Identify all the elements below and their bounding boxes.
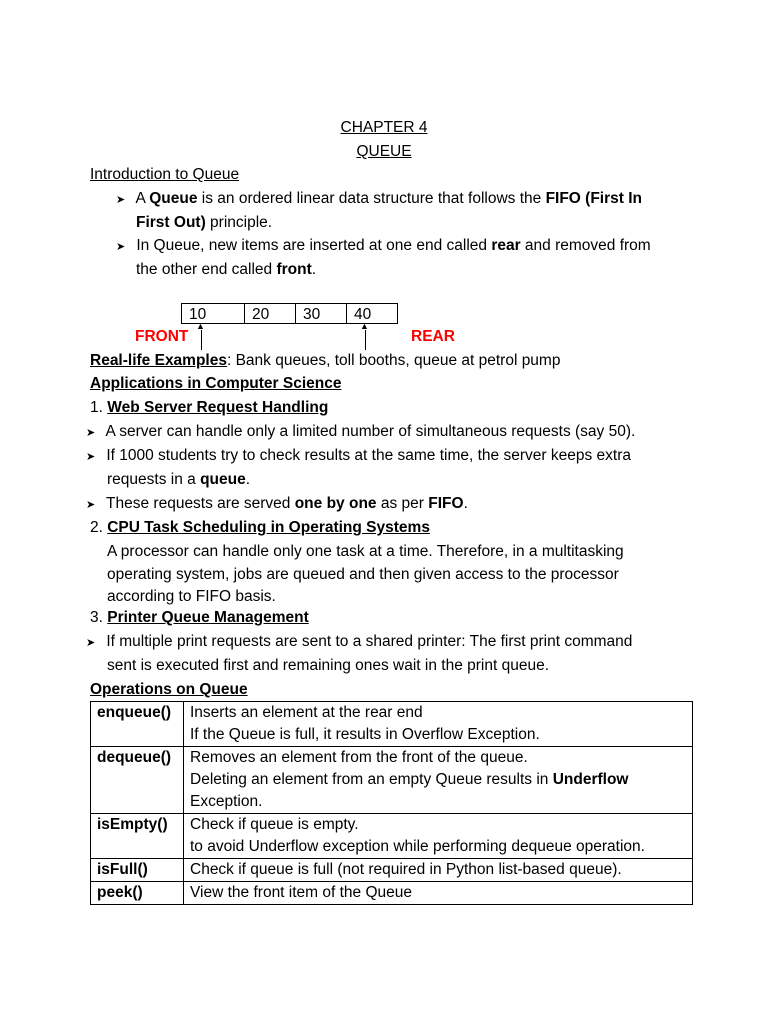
intro-bullet-1: ➤ A Queue is an ordered linear data structure that follows the FIFO (First In xyxy=(116,188,642,211)
arrow-bullet-icon: ➤ xyxy=(86,451,96,463)
intro-bullet-1-cont: First Out) principle. xyxy=(136,214,273,231)
table-row xyxy=(91,859,693,882)
app-2-line-2: operating system, jobs are queued and then given access to the processor xyxy=(107,566,619,583)
rear-pointer-line xyxy=(365,330,366,350)
queue-cell: 10 xyxy=(181,303,245,324)
table-row xyxy=(91,747,693,814)
rear-label: REAR xyxy=(411,328,455,345)
app-1-bullet-2: ➤ If 1000 students try to check results at the same time, the server keeps extra xyxy=(86,445,631,468)
page-title: QUEUE xyxy=(356,143,412,160)
rear-pointer-arrow-icon: ▲ xyxy=(360,321,369,331)
operation-name: isFull() xyxy=(91,859,184,882)
table-row xyxy=(91,814,693,859)
app-3-line-1: ➤ If multiple print requests are sent to a shared printer: The first print command xyxy=(86,631,632,654)
operation-description: Inserts an element at the rear end If the Queue is full, it results in Overflow Exception. xyxy=(184,702,693,747)
operations-table xyxy=(90,701,693,905)
intro-heading: Introduction to Queue xyxy=(90,166,240,183)
app-2-line-3: according to FIFO basis. xyxy=(107,588,276,605)
arrow-bullet-icon: ➤ xyxy=(86,499,96,511)
operation-description: Removes an element from the front of the queue. Deleting an element from an empty Queue results in Underflow Exception. xyxy=(184,747,693,814)
app-3-line-2: sent is executed first and remaining ones wait in the print queue. xyxy=(107,657,550,674)
real-life-examples: Real-life Examples: Bank queues, toll booths, queue at petrol pump xyxy=(90,352,561,369)
app-1-bullet-3: ➤ These requests are served one by one as per FIFO. xyxy=(86,493,468,516)
arrow-bullet-icon: ➤ xyxy=(116,241,126,253)
operations-heading: Operations on Queue xyxy=(90,681,248,698)
front-pointer-arrow-icon: ▲ xyxy=(196,321,205,331)
operation-name: peek() xyxy=(91,882,184,905)
table-row xyxy=(91,702,693,747)
intro-bullet-2: ➤ In Queue, new items are inserted at one end called rear and removed from xyxy=(116,235,651,258)
operation-name: enqueue() xyxy=(91,702,184,747)
arrow-bullet-icon: ➤ xyxy=(116,194,126,206)
queue-cell: 40 xyxy=(347,303,398,324)
queue-cell: 20 xyxy=(245,303,296,324)
arrow-bullet-icon: ➤ xyxy=(86,637,96,649)
operation-description: Check if queue is full (not required in Python list-based queue). xyxy=(184,859,693,882)
operation-name: isEmpty() xyxy=(91,814,184,859)
app-1-bullet-2-cont: requests in a queue. xyxy=(107,471,251,488)
intro-bullet-2-cont: the other end called front. xyxy=(136,261,317,278)
app-1-title: 1. Web Server Request Handling xyxy=(90,399,329,416)
chapter-number: CHAPTER 4 xyxy=(340,119,428,136)
front-pointer-line xyxy=(201,330,202,350)
front-label: FRONT xyxy=(135,328,189,345)
app-2-title: 2. CPU Task Scheduling in Operating Systems xyxy=(90,519,430,536)
app-2-line-1: A processor can handle only one task at a time. Therefore, in a multitasking xyxy=(107,543,624,560)
app-3-title: 3. Printer Queue Management xyxy=(90,609,309,626)
operation-description: View the front item of the Queue xyxy=(184,882,693,905)
queue-cell: 30 xyxy=(296,303,347,324)
operation-description: Check if queue is empty. to avoid Underflow exception while performing dequeue operation. xyxy=(184,814,693,859)
table-row xyxy=(91,882,693,905)
applications-heading: Applications in Computer Science xyxy=(90,375,342,392)
app-1-bullet-1: ➤ A server can handle only a limited number of simultaneous requests (say 50). xyxy=(86,421,635,444)
operation-name: dequeue() xyxy=(91,747,184,814)
arrow-bullet-icon: ➤ xyxy=(86,427,96,439)
